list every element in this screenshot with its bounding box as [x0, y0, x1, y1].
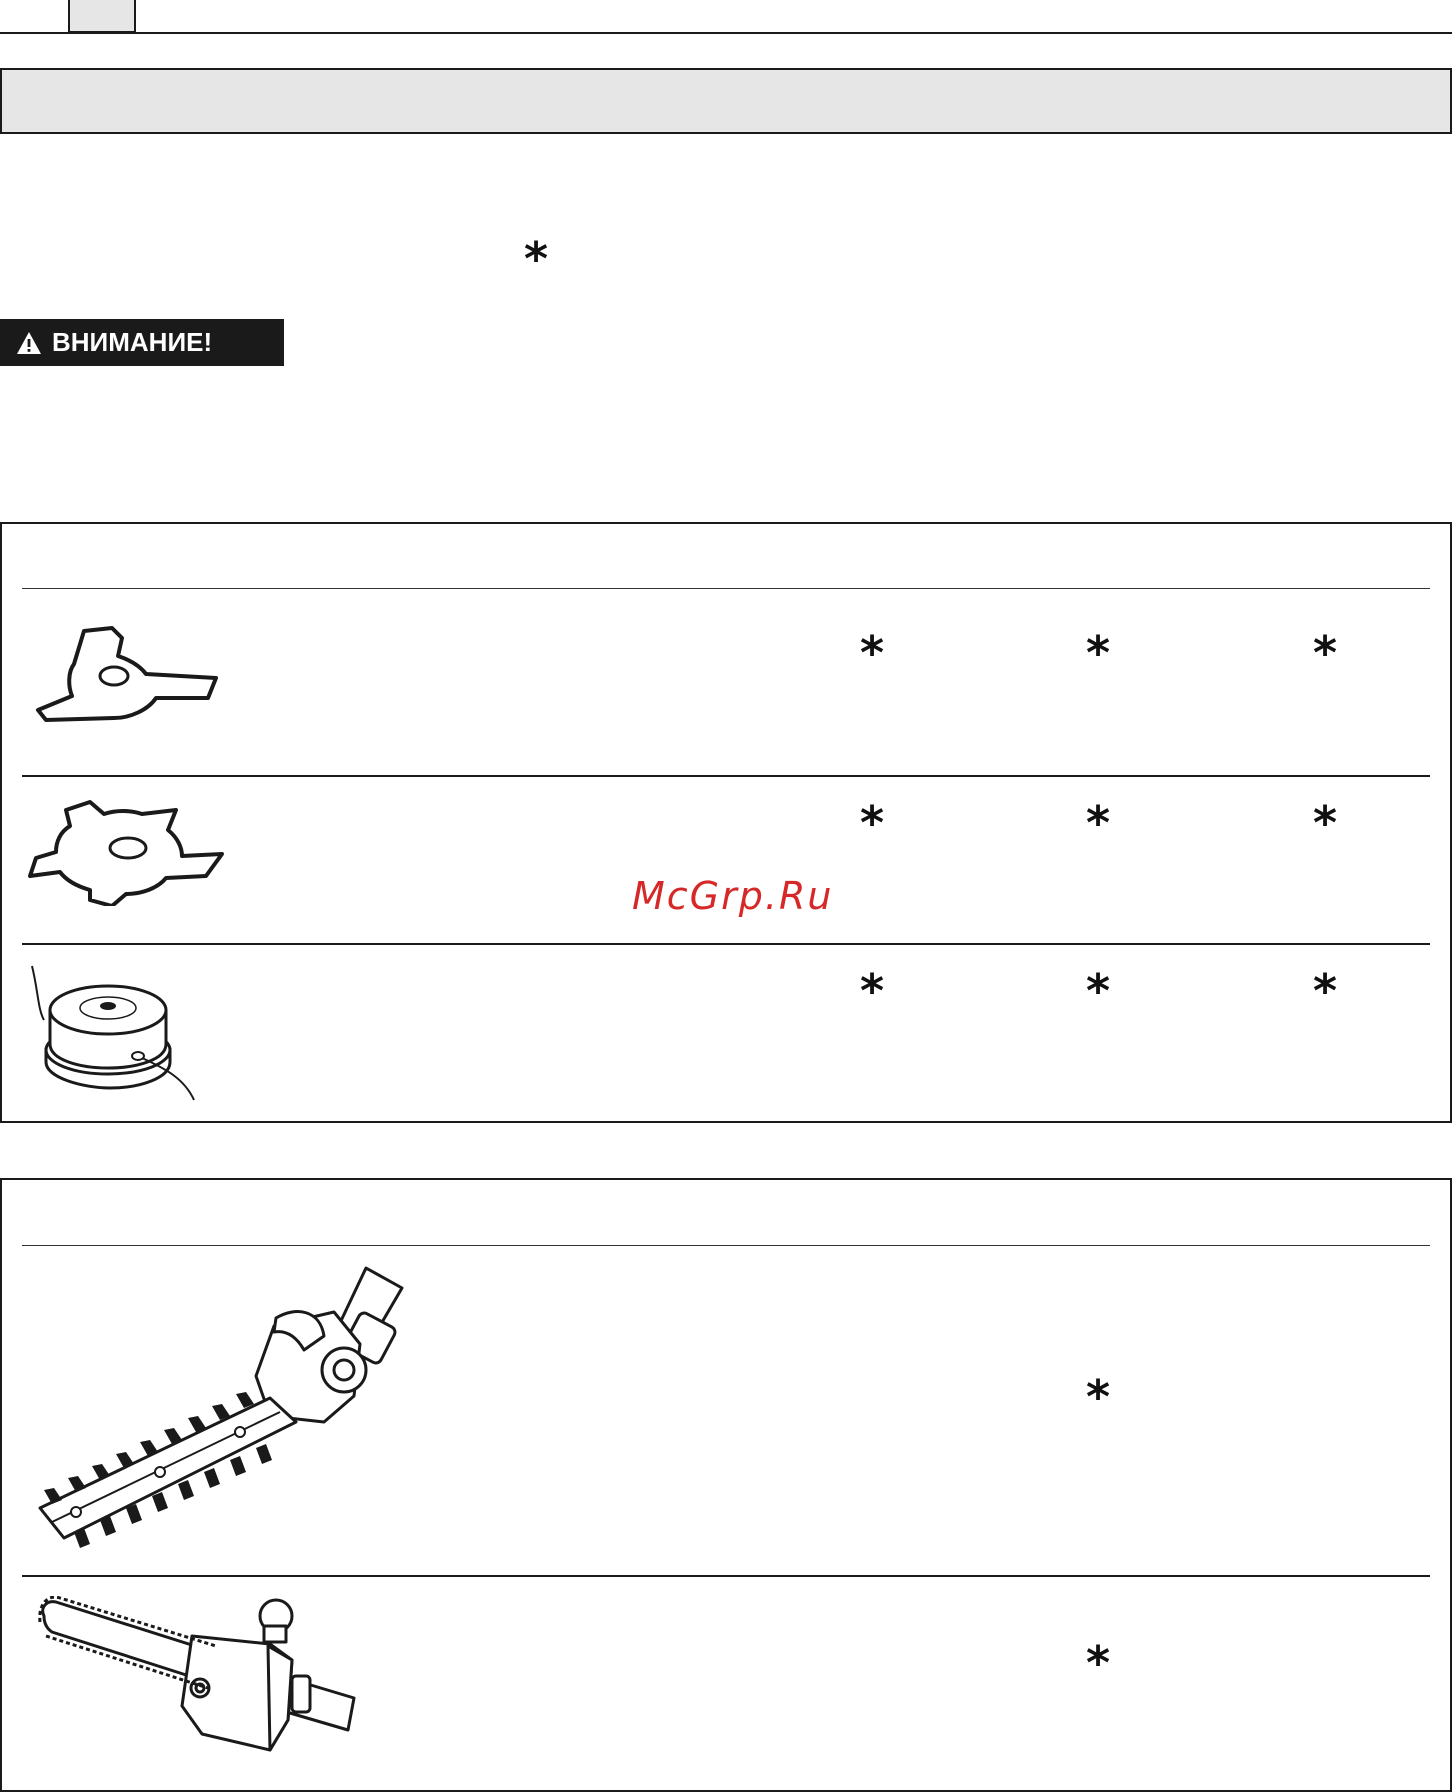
section-title-box — [0, 68, 1452, 134]
table1-row-divider — [22, 943, 1430, 945]
row2-mark-col3: * — [1312, 796, 1338, 850]
hedge-trimmer-attachment-icon — [34, 1266, 408, 1558]
row1-mark-col3: * — [1312, 626, 1338, 680]
row3-mark-col3: * — [1312, 964, 1338, 1018]
warning-triangle-icon — [16, 331, 42, 355]
intro-star: * — [523, 232, 549, 286]
table2-header-rule — [22, 1245, 1430, 1246]
row2-mark-col2: * — [1085, 796, 1111, 850]
table1-row-divider — [22, 775, 1430, 777]
row2-mark-col1: * — [859, 796, 885, 850]
pole-saw-attachment-icon — [38, 1596, 356, 1766]
watermark-text: McGrp.Ru — [632, 874, 834, 918]
page-number-tab — [68, 0, 136, 33]
row1-mark-col2: * — [1085, 626, 1111, 680]
hedge-trimmer-mark: * — [1085, 1370, 1111, 1424]
table2-row-divider — [22, 1575, 1430, 1577]
three-tooth-blade-icon — [30, 620, 230, 725]
row1-mark-col1: * — [859, 626, 885, 680]
pole-saw-mark: * — [1085, 1636, 1111, 1690]
warning-label: ВНИМАНИЕ! — [52, 327, 213, 357]
row3-mark-col2: * — [1085, 964, 1111, 1018]
row3-mark-col1: * — [859, 964, 885, 1018]
table1-header-rule — [22, 588, 1430, 589]
warning-badge — [0, 319, 284, 366]
header-rule — [0, 32, 1452, 34]
trimmer-head-icon — [24, 960, 204, 1104]
four-tooth-blade-icon — [26, 796, 232, 906]
